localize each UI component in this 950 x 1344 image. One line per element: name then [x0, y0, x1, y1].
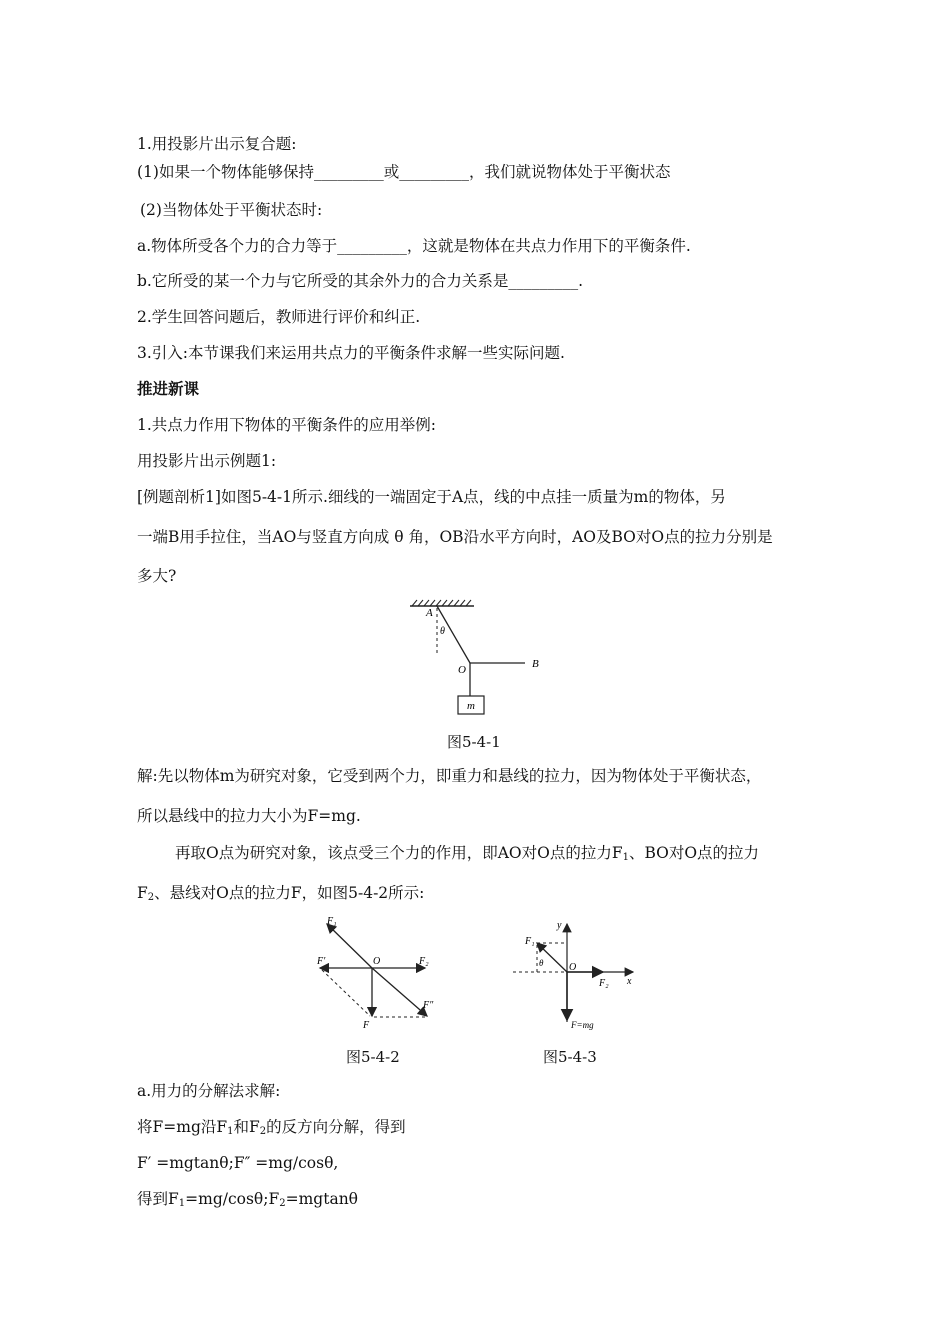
fig2-label-F2: F₂: [419, 956, 429, 967]
fig1-label-B: B: [532, 658, 539, 670]
text-line-5: b.它所受的某一个力与它所受的其余外力的合力关系是_________.: [137, 272, 584, 290]
text-line-11: 一端B用手拉住，当AO与竖直方向成 θ 角，OB沿水平方向时，AO及BO对O点的拉力分别是: [137, 528, 773, 546]
text-line-3: (2)当物体处于平衡状态时:: [140, 201, 323, 219]
figure-5-4-3: [505, 912, 645, 1032]
text-line-8: 1.共点力作用下物体的平衡条件的应用举例:: [137, 416, 437, 434]
figure-caption-5-4-2: 图5-4-2: [346, 1048, 400, 1066]
fig2-label-F1: F₁: [327, 916, 337, 927]
fig3-label-Fmg: F=mg: [571, 1020, 594, 1030]
text-line-6: 2.学生回答问题后，教师进行评价和纠正.: [137, 308, 421, 326]
text-line-10: [例题剖析1]如图5-4-1所示.细线的一端固定于A点，线的中点挂一质量为m的物体，另: [137, 488, 726, 506]
fig1-label-m: m: [467, 700, 475, 712]
text-line-9: 用投影片出示例题1:: [137, 452, 277, 470]
text-line-7: 3.引入:本节课我们来运用共点力的平衡条件求解一些实际问题.: [137, 344, 565, 362]
text-line-13: 解:先以物体m为研究对象，它受到两个力，即重力和悬线的拉力，因为物体处于平衡状态，: [137, 767, 762, 785]
fig3-label-F2: F₂: [599, 978, 609, 989]
figure-5-4-2: [305, 912, 445, 1032]
text-line-20: 得到$F_1=mg/\cos\theta;F_2=mgtan\theta$: [137, 1190, 359, 1209]
fig3-label-F1: F₁: [525, 936, 535, 947]
fig1-label-O: O: [458, 664, 466, 676]
text-line-12: 多大?: [137, 567, 177, 585]
fig3-label-O: O: [569, 962, 577, 973]
fig2-label-Fdoubleprime: F″: [423, 1000, 434, 1011]
text-line-2: (1)如果一个物体能够保持_________或_________，我们就说物体处于平衡状态: [137, 163, 671, 181]
text-line-18: 将F=mg沿$F_1$和$F_2$的反方向分解，得到: [137, 1118, 406, 1137]
figure-caption-5-4-1: 图5-4-1: [447, 733, 501, 751]
fig3-label-x: x: [627, 976, 632, 987]
text-line-17: a.用力的分解法求解:: [137, 1082, 281, 1100]
fig2-label-Fprime: F′: [317, 956, 326, 967]
text-line-15: 再取O点为研究对象，该点受三个力的作用，即AO对O点的拉力$F_1$、BO对O点的拉力: [175, 844, 760, 863]
fig1-label-A: A: [426, 607, 433, 619]
text-line-16: $F_2$、悬线对O点的拉力F，如图5-4-2所示:: [137, 884, 425, 903]
figure-5-4-1: [400, 598, 560, 718]
fig2-label-F: F: [363, 1020, 370, 1031]
fig3-label-theta: θ: [539, 958, 544, 968]
text-line-14: 所以悬线中的拉力大小为F=mg.: [137, 807, 361, 825]
text-line-19: F′ =mgtanθ;F″ =mg/cosθ,: [137, 1154, 339, 1172]
text-line-1: 1.用投影片出示复合题:: [137, 135, 297, 153]
fig1-label-theta: θ: [440, 626, 445, 637]
figure-caption-5-4-3: 图5-4-3: [543, 1048, 597, 1066]
fig3-label-y: y: [557, 920, 562, 931]
fig2-label-O: O: [373, 956, 381, 967]
text-line-4: a.物体所受各个力的合力等于_________，这就是物体在共点力作用下的平衡条件.: [137, 237, 691, 255]
section-heading: 推进新课: [137, 380, 200, 398]
